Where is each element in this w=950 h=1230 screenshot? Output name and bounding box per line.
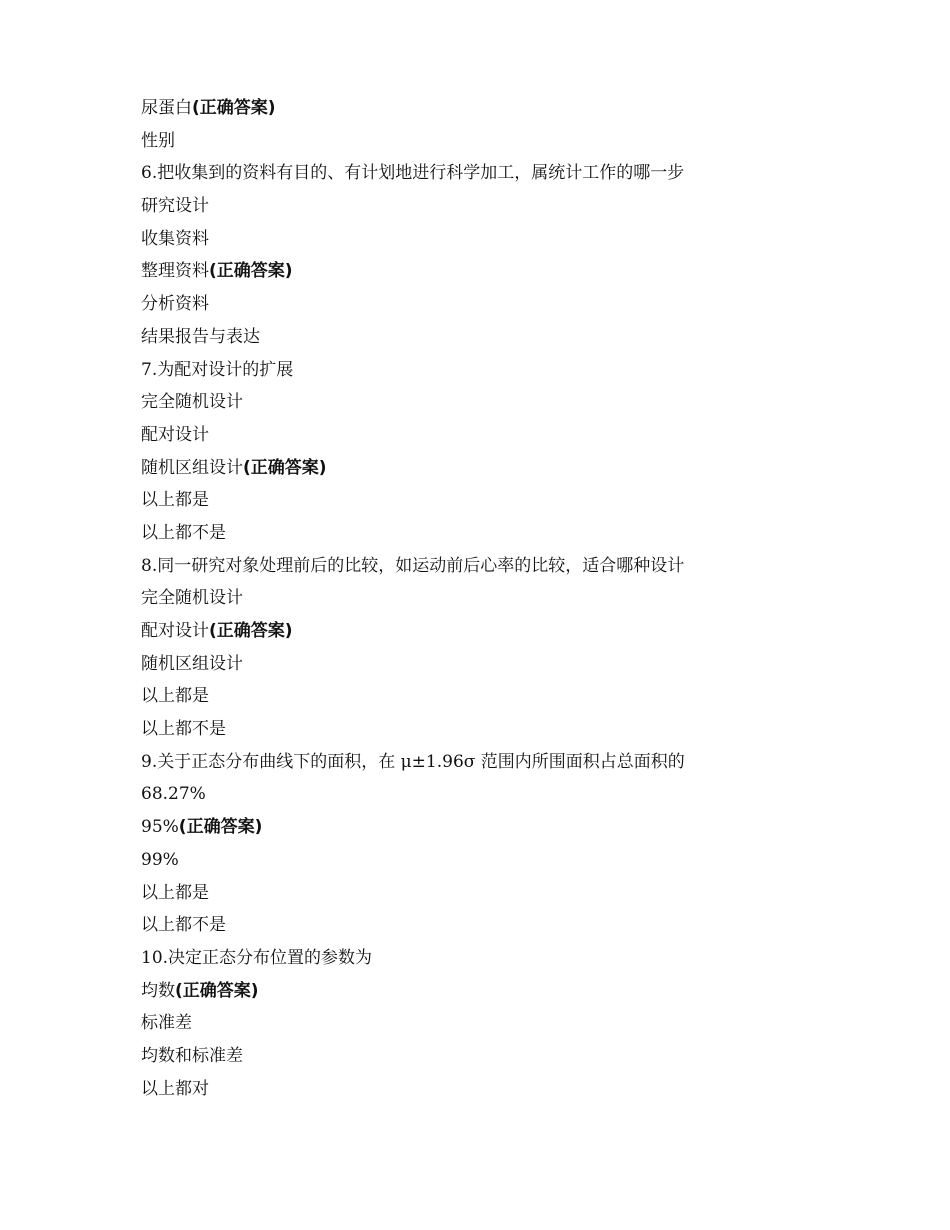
line-text: 以上都不是 [141, 522, 226, 543]
option-text [141, 648, 921, 681]
option-text [141, 811, 921, 844]
line-text: 均数和标准差 [141, 1045, 243, 1066]
option-text [141, 255, 921, 288]
line-text: 随机区组设计 [141, 653, 243, 674]
line-text: 8.同一研究对象处理前后的比较，如运动前后心率的比较，适合哪种设计 [141, 555, 685, 576]
line-text: 10.决定正态分布位置的参数为 [141, 947, 373, 968]
correct-answer-mark: (正确答案) [209, 621, 293, 641]
line-text: 以上都是 [141, 490, 209, 511]
line-text: 收集资料 [141, 228, 209, 249]
correct-answer-mark: (正确答案) [192, 98, 276, 118]
line-text: 完全随机设计 [141, 392, 243, 413]
line-text: 完全随机设计 [141, 588, 243, 609]
option-text [141, 615, 921, 648]
line-text: 6.把收集到的资料有目的、有计划地进行科学加工，属统计工作的哪一步 [141, 163, 685, 184]
question-text [141, 942, 921, 975]
option-text [141, 975, 921, 1008]
line-text: 尿蛋白 [141, 98, 192, 118]
option-text [141, 125, 921, 158]
option-text [141, 484, 921, 517]
line-text: 以上都不是 [141, 915, 226, 936]
line-text: 性别 [141, 130, 175, 151]
option-text [141, 223, 921, 256]
line-text: 配对设计 [141, 621, 209, 641]
line-text: 研究设计 [141, 196, 209, 217]
line-text: 以上都是 [141, 882, 209, 903]
option-text [141, 909, 921, 942]
line-text: 以上都对 [141, 1078, 209, 1099]
option-text [141, 713, 921, 746]
document-page [141, 92, 921, 1105]
line-text: 7.为配对设计的扩展 [141, 359, 294, 380]
line-text: 68.27% [141, 784, 206, 805]
correct-answer-mark: (正确答案) [175, 980, 259, 1001]
option-text [141, 386, 921, 419]
option-text [141, 1040, 921, 1073]
question-text [141, 746, 921, 779]
option-text [141, 288, 921, 321]
option-text [141, 419, 921, 452]
line-text: 结果报告与表达 [141, 326, 260, 347]
line-text: 以上都不是 [141, 719, 226, 740]
line-text: 95% [141, 817, 179, 838]
line-text: 随机区组设计 [141, 457, 243, 478]
correct-answer-mark: (正确答案) [243, 457, 327, 478]
line-text: 整理资料 [141, 261, 209, 282]
line-text: 分析资料 [141, 294, 209, 315]
option-text [141, 1007, 921, 1040]
option-text [141, 680, 921, 713]
option-text [141, 321, 921, 354]
line-text: 配对设计 [141, 424, 209, 445]
correct-answer-mark: (正确答案) [178, 817, 263, 838]
option-text [141, 517, 921, 550]
option-text [141, 582, 921, 615]
option-text [141, 877, 921, 910]
option-text [141, 92, 921, 125]
line-text: 标准差 [141, 1013, 192, 1034]
option-text [141, 190, 921, 223]
line-text: 以上都是 [141, 686, 209, 707]
option-text [141, 452, 921, 485]
question-text [141, 778, 921, 811]
question-text [141, 157, 921, 190]
line-text: 均数 [141, 980, 175, 1001]
option-text [141, 844, 921, 877]
question-text [141, 354, 921, 387]
option-text [141, 1073, 921, 1106]
line-text: 99% [141, 849, 179, 870]
question-text [141, 550, 921, 583]
correct-answer-mark: (正确答案) [209, 261, 293, 282]
line-text: 9.关于正态分布曲线下的面积，在 μ±1.96σ 范围内所围面积占总面积的 [141, 751, 685, 772]
